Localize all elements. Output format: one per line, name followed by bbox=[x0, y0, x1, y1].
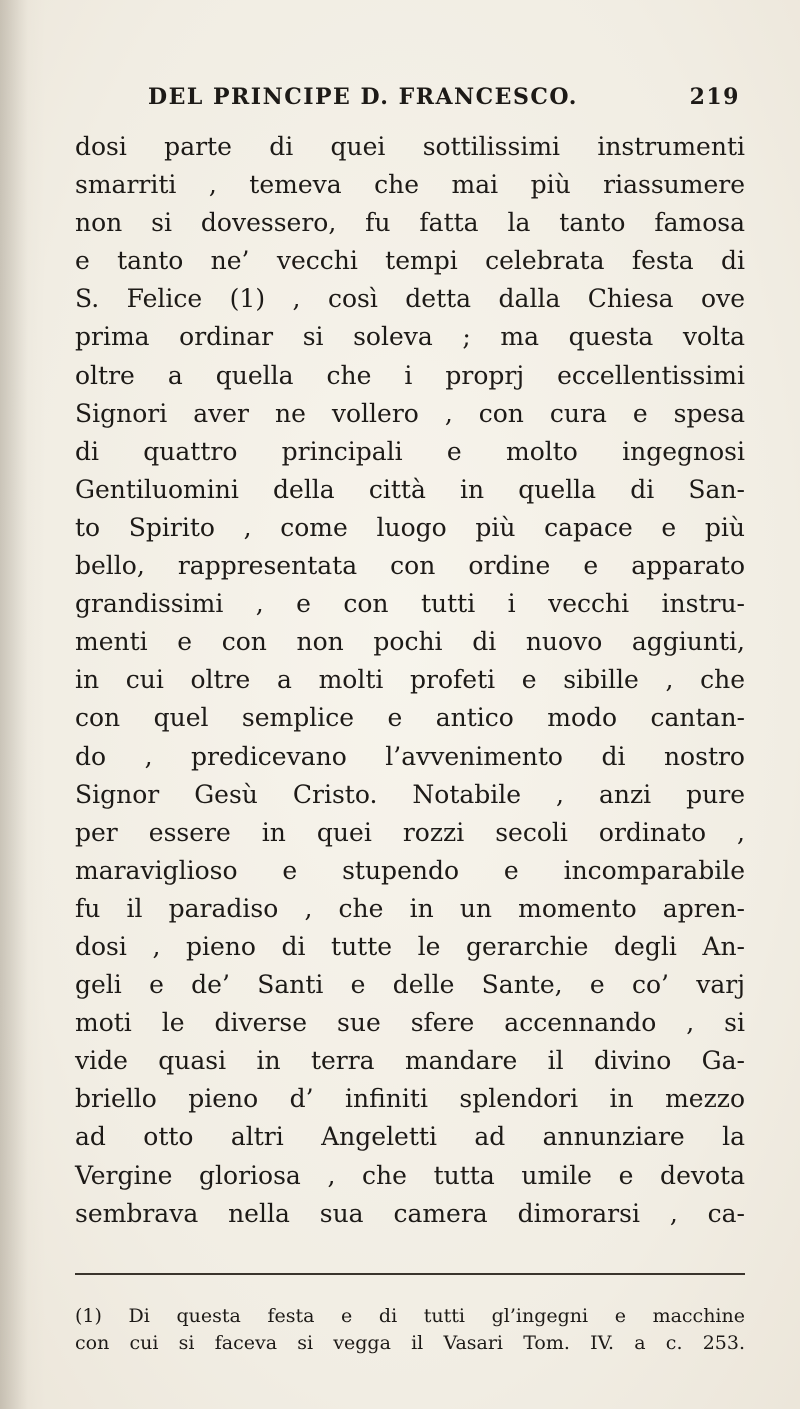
running-head bbox=[148, 84, 740, 128]
body-line: in cui oltre a molti profeti e sibille , che bbox=[75, 665, 745, 695]
body-line: to Spirito , come luogo più capace e più bbox=[75, 512, 745, 542]
footnote-divider bbox=[75, 1273, 745, 1275]
body-line: grandissimi , e con tutti i vecchi instru- bbox=[75, 589, 745, 619]
body-line: fu il paradiso , che in un momento apren- bbox=[75, 893, 745, 923]
page-number: 219 bbox=[689, 84, 740, 110]
body-line: non si dovessero, fu fatta la tanto famosa bbox=[75, 208, 745, 238]
body-line: menti e con non pochi di nuovo aggiunti, bbox=[75, 627, 745, 657]
footnote-line: con cui si faceva si vegga il Vasari Tom. IV. a c. 253. bbox=[75, 1331, 745, 1354]
page-gutter-shadow bbox=[0, 0, 28, 1409]
body-line: do , predicevano l’avvenimento di nostro bbox=[75, 741, 745, 771]
body-line: smarriti , temeva che mai più riassumere bbox=[75, 170, 745, 200]
body-line: S. Felice (1) , così detta dalla Chiesa ove bbox=[75, 284, 745, 314]
body-line: sembrava nella sua camera dimorarsi , ca- bbox=[75, 1198, 745, 1228]
body-line: dosi parte di quei sottilissimi instrumenti bbox=[75, 132, 745, 161]
body-line: per essere in quei rozzi secoli ordinato , bbox=[75, 817, 745, 847]
body-line: dosi , pieno di tutte le gerarchie degli An- bbox=[75, 931, 745, 961]
body-line: di quattro principali e molto ingegnosi bbox=[75, 436, 745, 466]
body-line: con quel semplice e antico modo cantan- bbox=[75, 703, 745, 733]
body-line: ad otto altri Angeletti ad annunziare la bbox=[75, 1122, 745, 1152]
body-text bbox=[75, 128, 745, 1233]
body-line: Signori aver ne vollero , con cura e spesa bbox=[75, 398, 745, 428]
body-line: bello, rappresentata con ordine e apparato bbox=[75, 551, 745, 581]
body-line: Signor Gesù Cristo. Notabile , anzi pure bbox=[75, 779, 745, 809]
body-line: Vergine gloriosa , che tutta umile e devota bbox=[75, 1160, 745, 1190]
footnote bbox=[75, 1303, 745, 1357]
body-line: prima ordinar si soleva ; ma questa volta bbox=[75, 322, 745, 352]
body-line: moti le diverse sue sfere accennando , si bbox=[75, 1008, 745, 1038]
body-line: maraviglioso e stupendo e incomparabile bbox=[75, 855, 745, 885]
body-line: briello pieno d’ infiniti splendori in mezzo bbox=[75, 1084, 745, 1114]
running-title: DEL PRINCIPE D. FRANCESCO. bbox=[148, 84, 578, 110]
body-line: e tanto ne’ vecchi tempi celebrata festa di bbox=[75, 246, 745, 276]
body-line: Gentiluomini della città in quella di San- bbox=[75, 474, 745, 504]
footnote-line: (1) Di questa festa e di tutti gl’ingegni e macchine bbox=[75, 1304, 745, 1327]
body-line: geli e de’ Santi e delle Sante, e co’ varj bbox=[75, 970, 745, 1000]
body-line: oltre a quella che i proprj eccellentissimi bbox=[75, 360, 745, 390]
body-line: vide quasi in terra mandare il divino Ga- bbox=[75, 1046, 745, 1076]
